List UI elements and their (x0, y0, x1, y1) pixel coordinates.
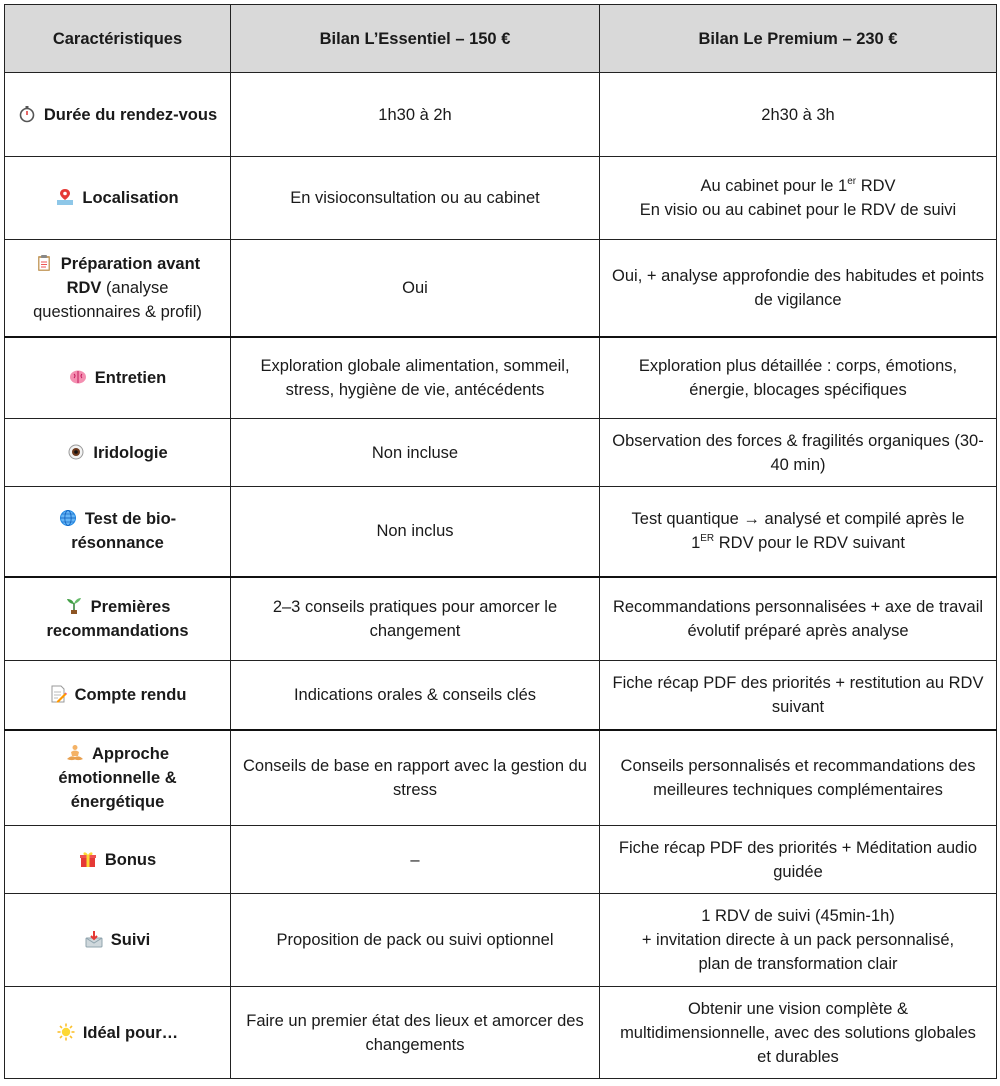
essentiel-cell: 2–3 conseils pratiques pour amorcer le changement (231, 577, 600, 661)
table-row (5, 157, 997, 240)
feature-cell (5, 894, 231, 987)
header-row (5, 5, 997, 73)
sun-icon (57, 1023, 75, 1041)
premium-line: 1 RDV de suivi (45min-1h) (701, 907, 895, 925)
feature-sublabel: (analyse questionnaires & profil) (33, 278, 202, 321)
gift-icon (79, 850, 97, 868)
essentiel-cell: Proposition de pack ou suivi optionnel (231, 894, 600, 987)
feature-cell (5, 577, 231, 661)
table-row (5, 730, 997, 826)
clipboard-icon (35, 254, 53, 272)
feature-cell (5, 487, 231, 577)
feature-label: Premières recommandations (46, 597, 189, 640)
table-row (5, 661, 997, 730)
premium-cell: Obtenir une vision complète & multidimensionnelle, avec des solutions globales et durables (600, 987, 997, 1079)
feature-cell (5, 419, 231, 487)
table-row (5, 826, 997, 894)
superscript: er (847, 175, 857, 187)
feature-cell (5, 240, 231, 337)
header-essentiel: Bilan L’Essentiel – 150 € (231, 5, 600, 73)
premium-line: Test quantique → analysé et compilé après le (631, 510, 965, 529)
seedling-icon (65, 597, 83, 615)
feature-label: Approche émotionnelle & énergétique (58, 744, 177, 811)
essentiel-cell: Conseils de base en rapport avec la gestion du stress (231, 730, 600, 826)
premium-line: + invitation directe à un pack personnalisé, (641, 931, 955, 949)
map-pin-icon (56, 188, 74, 206)
feature-cell (5, 73, 231, 157)
superscript: ER (700, 532, 715, 544)
comparison-table (4, 4, 997, 1079)
eye-icon (67, 443, 85, 461)
premium-cell: Observation des forces & fragilités organiques (30-40 min) (600, 419, 997, 487)
premium-line: plan de transformation clair (698, 955, 898, 973)
essentiel-cell: Non inclus (231, 487, 600, 577)
premium-cell: 2h30 à 3h (600, 73, 997, 157)
premium-line (612, 174, 984, 198)
table-row (5, 337, 997, 419)
feature-label: Compte rendu (74, 685, 187, 704)
table-row (5, 73, 997, 157)
meditation-icon (66, 744, 84, 762)
premium-line: En visio ou au cabinet pour le RDV de suivi (639, 201, 957, 219)
table-row (5, 577, 997, 661)
table-row (5, 894, 997, 987)
essentiel-cell: Non incluse (231, 419, 600, 487)
table-row (5, 487, 997, 577)
premium-cell: Recommandations personnalisées + axe de travail évolutif préparé après analyse (600, 577, 997, 661)
feature-cell (5, 987, 231, 1079)
feature-label: Localisation (82, 189, 179, 207)
premium-cell: Fiche récap PDF des priorités + Méditation audio guidée (600, 826, 997, 894)
feature-cell (5, 661, 231, 730)
feature-cell (5, 730, 231, 826)
memo-icon (49, 685, 67, 703)
feature-label: Bonus (104, 850, 157, 869)
premium-text: Au cabinet pour le 1 (700, 177, 848, 195)
feature-cell (5, 157, 231, 240)
header-features: Caractéristiques (5, 5, 231, 73)
premium-line (612, 531, 984, 555)
table-row (5, 240, 997, 337)
table-row (5, 419, 997, 487)
premium-cell (600, 157, 997, 240)
stopwatch-icon (18, 105, 36, 123)
premium-cell: Fiche récap PDF des priorités + restitution au RDV suivant (600, 661, 997, 730)
globe-icon (59, 509, 77, 527)
essentiel-cell: Oui (231, 240, 600, 337)
premium-cell: Conseils personnalisés et recommandations des meilleures techniques complémentaires (600, 730, 997, 826)
premium-text: RDV (856, 177, 896, 195)
feature-cell (5, 826, 231, 894)
premium-text: 1 (691, 534, 701, 553)
feature-cell (5, 337, 231, 419)
premium-cell (600, 487, 997, 577)
brain-icon (69, 368, 87, 386)
table-row (5, 987, 997, 1079)
feature-label: Suivi (110, 931, 151, 949)
feature-label: Test de bio-résonnance (71, 510, 177, 553)
premium-cell: Oui, + analyse approfondie des habitudes et points de vigilance (600, 240, 997, 337)
premium-cell: Exploration plus détaillée : corps, émotions, énergie, blocages spécifiques (600, 337, 997, 419)
header-premium: Bilan Le Premium – 230 € (600, 5, 997, 73)
inbox-icon (85, 930, 103, 948)
feature-label: Entretien (94, 368, 167, 387)
essentiel-cell: Faire un premier état des lieux et amorcer des changements (231, 987, 600, 1079)
essentiel-cell: Exploration globale alimentation, sommeil, stress, hygiène de vie, antécédents (231, 337, 600, 419)
feature-label: Iridologie (93, 443, 168, 462)
essentiel-cell: En visioconsultation ou au cabinet (231, 157, 600, 240)
premium-text: RDV pour le RDV suivant (714, 534, 905, 553)
premium-cell (600, 894, 997, 987)
feature-label: Durée du rendez-vous (43, 105, 218, 124)
essentiel-cell: – (231, 826, 600, 894)
feature-label: Préparation avant RDV (60, 254, 201, 297)
feature-label: Idéal pour… (82, 1023, 179, 1042)
essentiel-cell: Indications orales & conseils clés (231, 661, 600, 730)
essentiel-cell: 1h30 à 2h (231, 73, 600, 157)
